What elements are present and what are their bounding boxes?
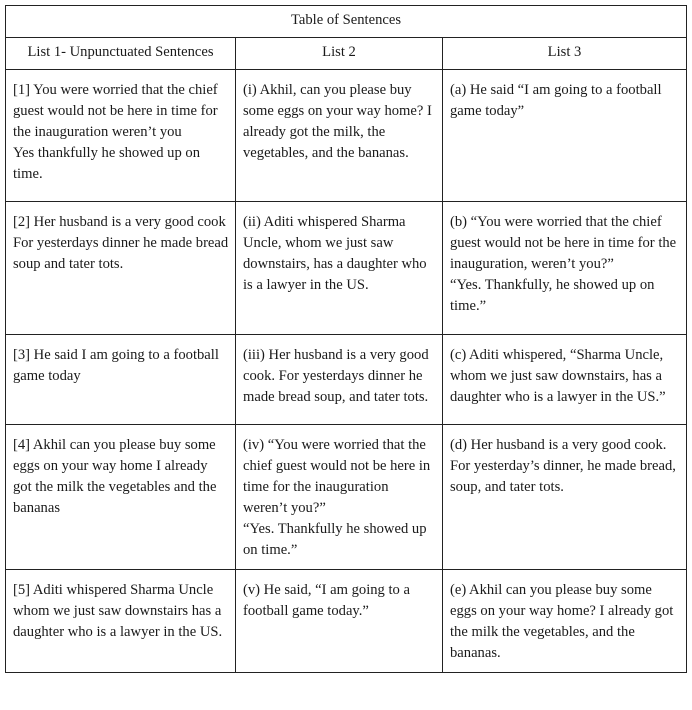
table-title-row [6, 6, 687, 38]
list-3-cell: (c) Aditi whispered, “Sharma Uncle, whom we just saw downstairs, has a daughter who is a lawyer in the US.” [443, 335, 687, 425]
table-row [6, 425, 687, 570]
list-2-cell: (iv) “You were worried that the chief guest would not be here in time for the inauguration weren’t you?” “Yes. Thankfully he showed up on time.” [236, 425, 443, 570]
list-3-cell: (d) Her husband is a very good cook. For yesterday’s dinner, he made bread, soup, and tater tots. [443, 425, 687, 570]
list-1-cell: [2] Her husband is a very good cook For yesterdays dinner he made bread soup and tater tots. [6, 202, 236, 335]
sentences-table [5, 5, 687, 673]
table-row [6, 335, 687, 425]
list-2-cell: (i) Akhil, can you please buy some eggs on your way home? I already got the milk, the vegetables, and the bananas. [236, 70, 443, 202]
list-2-cell: (v) He said, “I am going to a football game today.” [236, 570, 443, 673]
column-header-list-2: List 2 [236, 38, 443, 70]
list-2-cell: (iii) Her husband is a very good cook. For yesterdays dinner he made bread soup, and tater tots. [236, 335, 443, 425]
list-3-cell: (e) Akhil can you please buy some eggs on your way home? I already got the milk the vegetables, and the bananas. [443, 570, 687, 673]
list-3-cell: (b) “You were worried that the chief guest would not be here in time for the inauguration, weren’t you?” “Yes. Thankfully, he showed up on time.” [443, 202, 687, 335]
table-row [6, 70, 687, 202]
table-title: Table of Sentences [6, 6, 687, 38]
list-3-cell: (a) He said “I am going to a football game today” [443, 70, 687, 202]
list-1-cell: [4] Akhil can you please buy some eggs on your way home I already got the milk the vegetables and the bananas [6, 425, 236, 570]
table-header-row [6, 38, 687, 70]
table-row [6, 570, 687, 673]
table-row [6, 202, 687, 335]
list-1-cell: [5] Aditi whispered Sharma Uncle whom we just saw downstairs has a daughter who is a lawyer in the US. [6, 570, 236, 673]
list-2-cell: (ii) Aditi whispered Sharma Uncle, whom we just saw downstairs, has a daughter who is a lawyer in the US. [236, 202, 443, 335]
list-1-cell: [1] You were worried that the chief guest would not be here in time for the inauguration weren’t you Yes thankfully he showed up on time. [6, 70, 236, 202]
list-1-cell: [3] He said I am going to a football game today [6, 335, 236, 425]
column-header-list-1: List 1- Unpunctuated Sentences [6, 38, 236, 70]
column-header-list-3: List 3 [443, 38, 687, 70]
